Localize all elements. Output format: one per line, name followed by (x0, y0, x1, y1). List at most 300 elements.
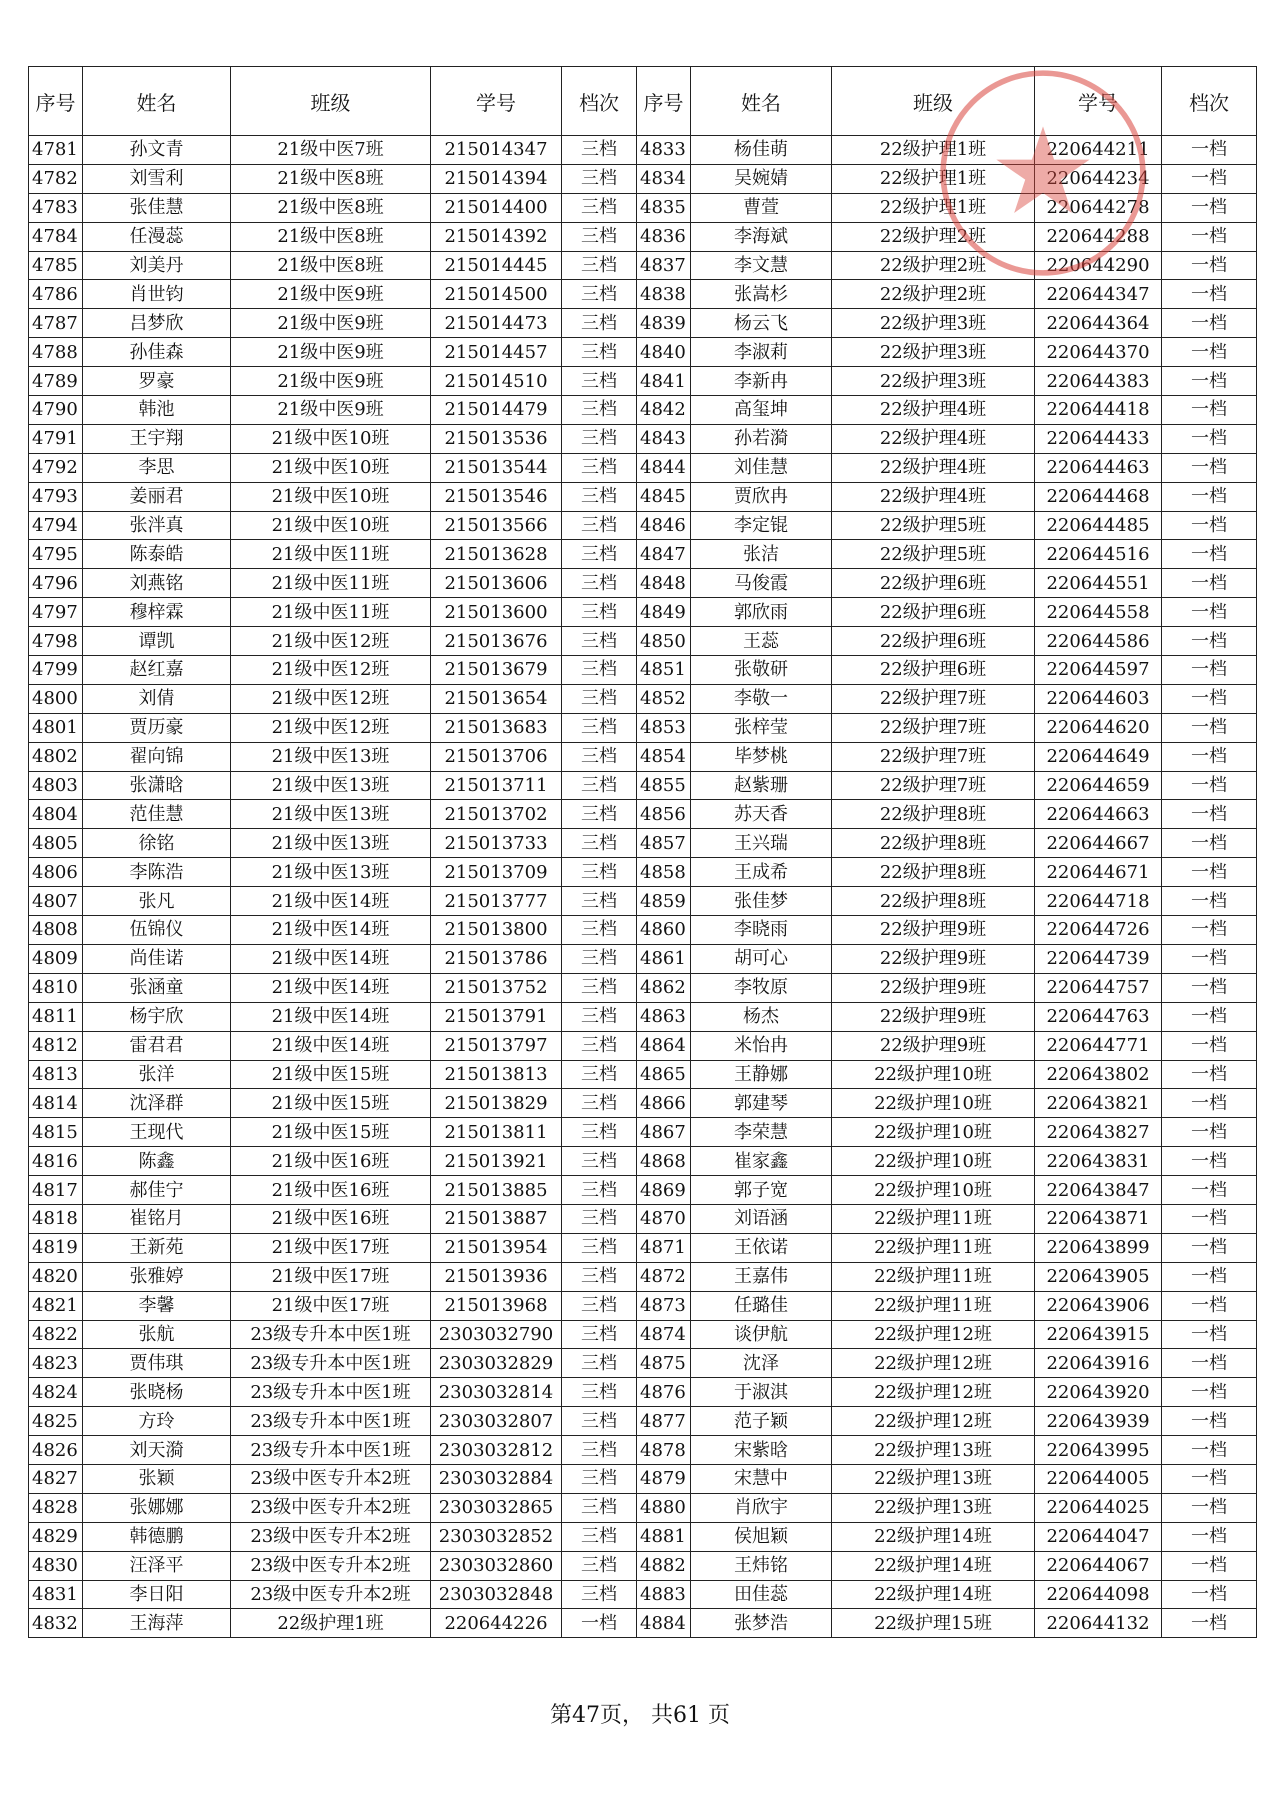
cell-class-right: 22级护理10班 (832, 1118, 1035, 1147)
cell-student-id-right: 220643831 (1035, 1147, 1162, 1176)
table-row (29, 684, 1257, 713)
cell-name-right: 郭欣雨 (691, 598, 832, 627)
cell-seq-left: 4789 (29, 367, 83, 396)
cell-grade-right: 一档 (1162, 858, 1257, 887)
cell-student-id-left: 215013954 (431, 1233, 562, 1262)
cell-grade-right: 一档 (1162, 1089, 1257, 1118)
cell-student-id-left: 215013752 (431, 973, 562, 1002)
cell-class-left: 21级中医9班 (231, 309, 431, 338)
table-row (29, 627, 1257, 656)
cell-name-right: 谈伊航 (691, 1320, 832, 1349)
table-row (29, 482, 1257, 511)
table-row (29, 338, 1257, 367)
cell-name-left: 伍锦仪 (83, 916, 231, 945)
cell-grade-left: 三档 (562, 1320, 637, 1349)
cell-class-right: 22级护理3班 (832, 338, 1035, 367)
cell-student-id-right: 220644290 (1035, 251, 1162, 280)
cell-class-right: 22级护理9班 (832, 1002, 1035, 1031)
cell-grade-left: 三档 (562, 944, 637, 973)
cell-grade-left: 三档 (562, 367, 637, 396)
cell-student-id-right: 220644211 (1035, 136, 1162, 165)
cell-student-id-right: 220644551 (1035, 569, 1162, 598)
cell-grade-right: 一档 (1162, 1436, 1257, 1465)
cell-name-left: 张雅婷 (83, 1262, 231, 1291)
cell-name-left: 雷君君 (83, 1031, 231, 1060)
cell-grade-left: 三档 (562, 1291, 637, 1320)
header-class-left: 班级 (231, 67, 431, 136)
cell-name-left: 方玲 (83, 1407, 231, 1436)
cell-student-id-left: 215014473 (431, 309, 562, 338)
cell-class-right: 22级护理7班 (832, 713, 1035, 742)
cell-name-right: 王静娜 (691, 1060, 832, 1089)
cell-seq-right: 4843 (637, 424, 691, 453)
cell-seq-right: 4844 (637, 453, 691, 482)
cell-seq-right: 4883 (637, 1580, 691, 1609)
cell-student-id-left: 215013600 (431, 598, 562, 627)
scholarship-table (28, 66, 1257, 1638)
cell-class-left: 21级中医9班 (231, 280, 431, 309)
table-row (29, 540, 1257, 569)
cell-seq-left: 4791 (29, 424, 83, 453)
cell-seq-left: 4826 (29, 1436, 83, 1465)
cell-grade-right: 一档 (1162, 1031, 1257, 1060)
cell-student-id-left: 215014479 (431, 396, 562, 425)
cell-grade-right: 一档 (1162, 136, 1257, 165)
cell-student-id-left: 220644226 (431, 1609, 562, 1638)
cell-student-id-left: 215013786 (431, 944, 562, 973)
cell-student-id-right: 220643821 (1035, 1089, 1162, 1118)
cell-seq-left: 4785 (29, 251, 83, 280)
cell-seq-left: 4782 (29, 164, 83, 193)
cell-class-left: 21级中医7班 (231, 136, 431, 165)
cell-name-right: 王依诺 (691, 1233, 832, 1262)
cell-class-right: 22级护理4班 (832, 453, 1035, 482)
cell-student-id-left: 215013709 (431, 858, 562, 887)
cell-student-id-left: 215013887 (431, 1204, 562, 1233)
cell-student-id-left: 2303032807 (431, 1407, 562, 1436)
cell-class-right: 22级护理8班 (832, 887, 1035, 916)
cell-class-right: 22级护理1班 (832, 193, 1035, 222)
cell-class-left: 21级中医15班 (231, 1060, 431, 1089)
cell-grade-right: 一档 (1162, 713, 1257, 742)
cell-class-right: 22级护理2班 (832, 280, 1035, 309)
cell-grade-right: 一档 (1162, 1060, 1257, 1089)
cell-name-left: 张娜娜 (83, 1493, 231, 1522)
cell-student-id-right: 220644667 (1035, 829, 1162, 858)
cell-class-right: 22级护理12班 (832, 1349, 1035, 1378)
cell-seq-left: 4794 (29, 511, 83, 540)
cell-name-left: 贾历豪 (83, 713, 231, 742)
cell-student-id-right: 220644288 (1035, 222, 1162, 251)
cell-name-left: 张颖 (83, 1464, 231, 1493)
cell-seq-left: 4824 (29, 1378, 83, 1407)
cell-grade-left: 三档 (562, 1118, 637, 1147)
cell-name-right: 沈泽 (691, 1349, 832, 1378)
cell-class-right: 22级护理9班 (832, 973, 1035, 1002)
cell-seq-left: 4814 (29, 1089, 83, 1118)
cell-seq-right: 4873 (637, 1291, 691, 1320)
cell-class-left: 21级中医12班 (231, 656, 431, 685)
cell-name-right: 范子颖 (691, 1407, 832, 1436)
cell-student-id-left: 215013654 (431, 684, 562, 713)
cell-class-right: 22级护理10班 (832, 1089, 1035, 1118)
cell-student-id-left: 2303032852 (431, 1522, 562, 1551)
cell-grade-left: 三档 (562, 1378, 637, 1407)
cell-grade-left: 三档 (562, 1580, 637, 1609)
cell-student-id-left: 215014457 (431, 338, 562, 367)
cell-name-left: 谭凯 (83, 627, 231, 656)
cell-student-id-right: 220644603 (1035, 684, 1162, 713)
cell-seq-right: 4867 (637, 1118, 691, 1147)
cell-student-id-right: 220643802 (1035, 1060, 1162, 1089)
cell-seq-left: 4813 (29, 1060, 83, 1089)
cell-grade-right: 一档 (1162, 424, 1257, 453)
cell-class-left: 23级中医专升本2班 (231, 1551, 431, 1580)
table-row (29, 944, 1257, 973)
cell-class-right: 22级护理7班 (832, 742, 1035, 771)
cell-grade-right: 一档 (1162, 916, 1257, 945)
cell-seq-right: 4858 (637, 858, 691, 887)
cell-name-left: 穆梓霖 (83, 598, 231, 627)
cell-seq-right: 4868 (637, 1147, 691, 1176)
cell-class-left: 21级中医12班 (231, 713, 431, 742)
table-row (29, 887, 1257, 916)
cell-seq-right: 4854 (637, 742, 691, 771)
cell-seq-left: 4807 (29, 887, 83, 916)
cell-grade-right: 一档 (1162, 627, 1257, 656)
cell-name-right: 于淑淇 (691, 1378, 832, 1407)
cell-name-right: 李淑莉 (691, 338, 832, 367)
cell-name-left: 刘天漪 (83, 1436, 231, 1465)
cell-name-left: 罗豪 (83, 367, 231, 396)
cell-seq-right: 4849 (637, 598, 691, 627)
cell-class-right: 22级护理14班 (832, 1522, 1035, 1551)
cell-name-left: 张潇晗 (83, 771, 231, 800)
cell-seq-left: 4797 (29, 598, 83, 627)
cell-class-right: 22级护理10班 (832, 1060, 1035, 1089)
cell-grade-left: 三档 (562, 627, 637, 656)
cell-name-left: 孙文青 (83, 136, 231, 165)
cell-name-right: 李牧原 (691, 973, 832, 1002)
cell-class-left: 21级中医16班 (231, 1176, 431, 1205)
cell-class-left: 21级中医15班 (231, 1089, 431, 1118)
cell-grade-left: 三档 (562, 1493, 637, 1522)
cell-name-left: 张航 (83, 1320, 231, 1349)
cell-grade-left: 三档 (562, 136, 637, 165)
cell-name-left: 张凡 (83, 887, 231, 916)
cell-name-left: 张泮真 (83, 511, 231, 540)
cell-grade-left: 三档 (562, 540, 637, 569)
cell-class-right: 22级护理6班 (832, 656, 1035, 685)
cell-grade-left: 三档 (562, 193, 637, 222)
cell-student-id-right: 220644485 (1035, 511, 1162, 540)
cell-name-right: 苏天香 (691, 800, 832, 829)
cell-seq-right: 4845 (637, 482, 691, 511)
cell-student-id-left: 215013733 (431, 829, 562, 858)
cell-seq-right: 4870 (637, 1204, 691, 1233)
cell-name-right: 刘语涵 (691, 1204, 832, 1233)
cell-class-right: 22级护理6班 (832, 598, 1035, 627)
cell-name-right: 张佳梦 (691, 887, 832, 916)
cell-name-right: 宋紫晗 (691, 1436, 832, 1465)
cell-student-id-right: 220643899 (1035, 1233, 1162, 1262)
cell-class-left: 21级中医11班 (231, 540, 431, 569)
cell-seq-left: 4820 (29, 1262, 83, 1291)
page-footer: 第47页， 共61 页 (550, 1703, 730, 1728)
cell-seq-right: 4847 (637, 540, 691, 569)
cell-name-right: 王炜铭 (691, 1551, 832, 1580)
cell-seq-left: 4805 (29, 829, 83, 858)
cell-seq-right: 4865 (637, 1060, 691, 1089)
cell-student-id-left: 215013797 (431, 1031, 562, 1060)
cell-seq-left: 4803 (29, 771, 83, 800)
cell-grade-left: 三档 (562, 973, 637, 1002)
cell-class-right: 22级护理7班 (832, 684, 1035, 713)
cell-class-left: 21级中医16班 (231, 1204, 431, 1233)
header-student-id-left: 学号 (431, 67, 562, 136)
cell-class-left: 23级专升本中医1班 (231, 1378, 431, 1407)
cell-student-id-right: 220643847 (1035, 1176, 1162, 1205)
cell-name-right: 王蕊 (691, 627, 832, 656)
cell-student-id-left: 215014400 (431, 193, 562, 222)
cell-class-right: 22级护理10班 (832, 1147, 1035, 1176)
cell-class-right: 22级护理8班 (832, 829, 1035, 858)
cell-student-id-left: 215013566 (431, 511, 562, 540)
cell-class-left: 21级中医11班 (231, 598, 431, 627)
cell-student-id-left: 215014500 (431, 280, 562, 309)
cell-grade-left: 三档 (562, 1233, 637, 1262)
cell-grade-left: 三档 (562, 1522, 637, 1551)
cell-class-left: 21级中医10班 (231, 511, 431, 540)
cell-grade-right: 一档 (1162, 771, 1257, 800)
cell-name-right: 杨佳萌 (691, 136, 832, 165)
cell-seq-right: 4841 (637, 367, 691, 396)
cell-grade-left: 三档 (562, 829, 637, 858)
cell-student-id-left: 215013800 (431, 916, 562, 945)
cell-seq-right: 4850 (637, 627, 691, 656)
cell-student-id-left: 2303032860 (431, 1551, 562, 1580)
table-row (29, 1407, 1257, 1436)
cell-name-right: 侯旭颖 (691, 1522, 832, 1551)
cell-class-left: 21级中医14班 (231, 1031, 431, 1060)
cell-student-id-right: 220643920 (1035, 1378, 1162, 1407)
cell-class-right: 22级护理9班 (832, 944, 1035, 973)
cell-seq-right: 4842 (637, 396, 691, 425)
cell-student-id-left: 2303032848 (431, 1580, 562, 1609)
cell-student-id-right: 220644234 (1035, 164, 1162, 193)
cell-name-left: 张涵童 (83, 973, 231, 1002)
table-row (29, 1551, 1257, 1580)
cell-student-id-right: 220644418 (1035, 396, 1162, 425)
cell-grade-left: 三档 (562, 251, 637, 280)
cell-grade-right: 一档 (1162, 1551, 1257, 1580)
cell-grade-right: 一档 (1162, 1522, 1257, 1551)
table-row (29, 424, 1257, 453)
header-grade-left: 档次 (562, 67, 637, 136)
cell-seq-left: 4823 (29, 1349, 83, 1378)
cell-class-left: 22级护理1班 (231, 1609, 431, 1638)
table-row (29, 511, 1257, 540)
cell-grade-left: 三档 (562, 1147, 637, 1176)
table-row (29, 1176, 1257, 1205)
cell-grade-left: 三档 (562, 511, 637, 540)
cell-name-left: 刘美丹 (83, 251, 231, 280)
cell-grade-right: 一档 (1162, 222, 1257, 251)
cell-seq-right: 4856 (637, 800, 691, 829)
cell-seq-left: 4795 (29, 540, 83, 569)
cell-seq-left: 4832 (29, 1609, 83, 1638)
table-row (29, 1031, 1257, 1060)
cell-class-right: 22级护理11班 (832, 1262, 1035, 1291)
cell-seq-left: 4831 (29, 1580, 83, 1609)
cell-grade-right: 一档 (1162, 1118, 1257, 1147)
cell-seq-left: 4800 (29, 684, 83, 713)
table-row (29, 829, 1257, 858)
cell-student-id-right: 220644132 (1035, 1609, 1162, 1638)
cell-student-id-right: 220644663 (1035, 800, 1162, 829)
cell-name-left: 姜丽君 (83, 482, 231, 511)
cell-grade-left: 三档 (562, 800, 637, 829)
cell-seq-left: 4811 (29, 1002, 83, 1031)
cell-student-id-left: 215013628 (431, 540, 562, 569)
cell-student-id-right: 220644364 (1035, 309, 1162, 338)
cell-seq-left: 4784 (29, 222, 83, 251)
cell-student-id-right: 220644370 (1035, 338, 1162, 367)
cell-class-left: 21级中医11班 (231, 569, 431, 598)
table-row (29, 1233, 1257, 1262)
cell-student-id-right: 220643915 (1035, 1320, 1162, 1349)
cell-seq-left: 4809 (29, 944, 83, 973)
table-row (29, 1493, 1257, 1522)
cell-class-right: 22级护理11班 (832, 1204, 1035, 1233)
cell-grade-right: 一档 (1162, 887, 1257, 916)
cell-seq-left: 4825 (29, 1407, 83, 1436)
cell-grade-right: 一档 (1162, 1291, 1257, 1320)
cell-grade-left: 一档 (562, 1609, 637, 1638)
cell-grade-left: 三档 (562, 1551, 637, 1580)
cell-student-id-left: 2303032884 (431, 1464, 562, 1493)
cell-name-right: 宋慧中 (691, 1464, 832, 1493)
cell-seq-right: 4869 (637, 1176, 691, 1205)
cell-student-id-right: 220644597 (1035, 656, 1162, 685)
cell-seq-right: 4857 (637, 829, 691, 858)
cell-name-left: 张洋 (83, 1060, 231, 1089)
cell-class-left: 21级中医14班 (231, 887, 431, 916)
cell-name-left: 尚佳诺 (83, 944, 231, 973)
cell-student-id-left: 215013679 (431, 656, 562, 685)
cell-grade-left: 三档 (562, 482, 637, 511)
cell-grade-right: 一档 (1162, 1407, 1257, 1436)
cell-grade-left: 三档 (562, 887, 637, 916)
cell-grade-left: 三档 (562, 1204, 637, 1233)
cell-class-right: 22级护理15班 (832, 1609, 1035, 1638)
cell-name-left: 汪泽平 (83, 1551, 231, 1580)
cell-name-left: 范佳慧 (83, 800, 231, 829)
cell-grade-right: 一档 (1162, 1320, 1257, 1349)
cell-seq-right: 4835 (637, 193, 691, 222)
cell-seq-left: 4817 (29, 1176, 83, 1205)
cell-seq-left: 4810 (29, 973, 83, 1002)
cell-student-id-left: 215013791 (431, 1002, 562, 1031)
cell-class-left: 21级中医16班 (231, 1147, 431, 1176)
cell-student-id-right: 220643827 (1035, 1118, 1162, 1147)
table-row (29, 1378, 1257, 1407)
table-row (29, 1464, 1257, 1493)
cell-grade-right: 一档 (1162, 656, 1257, 685)
cell-grade-right: 一档 (1162, 1176, 1257, 1205)
cell-grade-left: 三档 (562, 1089, 637, 1118)
cell-name-right: 王嘉伟 (691, 1262, 832, 1291)
cell-seq-left: 4821 (29, 1291, 83, 1320)
cell-name-right: 高玺坤 (691, 396, 832, 425)
cell-name-left: 杨宇欣 (83, 1002, 231, 1031)
cell-seq-right: 4879 (637, 1464, 691, 1493)
cell-grade-left: 三档 (562, 1407, 637, 1436)
cell-class-right: 22级护理5班 (832, 511, 1035, 540)
table-row (29, 1204, 1257, 1233)
cell-grade-left: 三档 (562, 164, 637, 193)
cell-class-left: 21级中医13班 (231, 829, 431, 858)
cell-name-right: 肖欣宇 (691, 1493, 832, 1522)
cell-grade-right: 一档 (1162, 800, 1257, 829)
cell-seq-left: 4829 (29, 1522, 83, 1551)
cell-grade-right: 一档 (1162, 829, 1257, 858)
cell-student-id-left: 215013885 (431, 1176, 562, 1205)
cell-student-id-left: 215014392 (431, 222, 562, 251)
cell-name-right: 贾欣冉 (691, 482, 832, 511)
cell-seq-left: 4819 (29, 1233, 83, 1262)
cell-name-right: 马俊霞 (691, 569, 832, 598)
header-grade-right: 档次 (1162, 67, 1257, 136)
cell-class-left: 21级中医8班 (231, 164, 431, 193)
cell-grade-left: 三档 (562, 1349, 637, 1378)
cell-class-left: 21级中医12班 (231, 684, 431, 713)
cell-class-left: 23级中医专升本2班 (231, 1464, 431, 1493)
cell-student-id-right: 220644067 (1035, 1551, 1162, 1580)
cell-grade-right: 一档 (1162, 540, 1257, 569)
cell-seq-right: 4848 (637, 569, 691, 598)
cell-class-right: 22级护理1班 (832, 136, 1035, 165)
cell-class-left: 21级中医9班 (231, 367, 431, 396)
cell-grade-left: 三档 (562, 858, 637, 887)
cell-seq-right: 4834 (637, 164, 691, 193)
table-row (29, 1118, 1257, 1147)
cell-class-left: 21级中医13班 (231, 800, 431, 829)
cell-grade-left: 三档 (562, 1002, 637, 1031)
cell-student-id-left: 215013544 (431, 453, 562, 482)
cell-grade-left: 三档 (562, 916, 637, 945)
cell-grade-left: 三档 (562, 309, 637, 338)
cell-class-left: 21级中医15班 (231, 1118, 431, 1147)
cell-name-left: 赵红嘉 (83, 656, 231, 685)
cell-name-right: 王成希 (691, 858, 832, 887)
cell-class-right: 22级护理12班 (832, 1378, 1035, 1407)
cell-student-id-right: 220644718 (1035, 887, 1162, 916)
cell-seq-right: 4863 (637, 1002, 691, 1031)
cell-class-left: 23级中医专升本2班 (231, 1493, 431, 1522)
cell-class-left: 23级专升本中医1班 (231, 1407, 431, 1436)
cell-student-id-right: 220643995 (1035, 1436, 1162, 1465)
cell-grade-right: 一档 (1162, 1002, 1257, 1031)
cell-grade-left: 三档 (562, 598, 637, 627)
cell-name-left: 肖世钧 (83, 280, 231, 309)
cell-student-id-left: 215013921 (431, 1147, 562, 1176)
cell-student-id-right: 220644671 (1035, 858, 1162, 887)
cell-grade-right: 一档 (1162, 193, 1257, 222)
cell-student-id-right: 220644739 (1035, 944, 1162, 973)
cell-seq-left: 4796 (29, 569, 83, 598)
cell-name-left: 崔铭月 (83, 1204, 231, 1233)
